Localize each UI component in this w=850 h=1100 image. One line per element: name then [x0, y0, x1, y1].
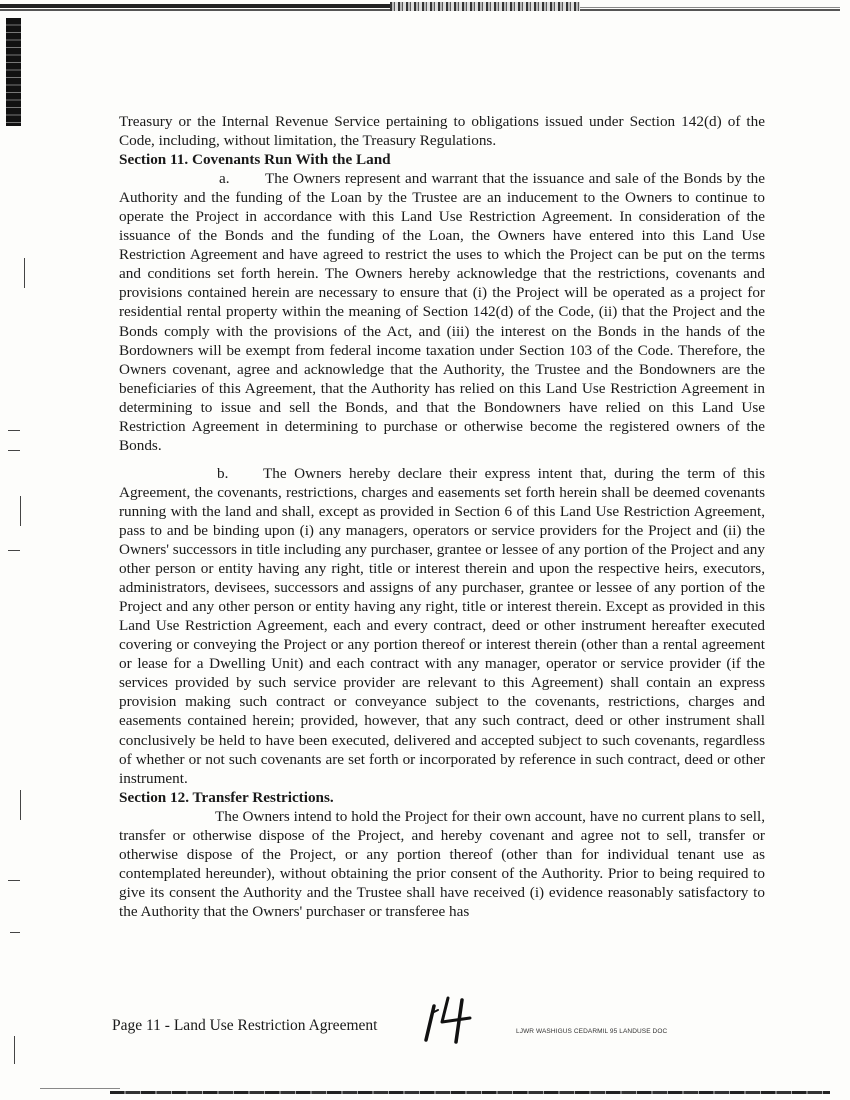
scan-artifact-left	[6, 18, 21, 126]
section-12-heading: Section 12. Transfer Restrictions.	[119, 788, 334, 806]
scan-artifact-top	[0, 2, 850, 12]
scan-artifact-bottom	[0, 1087, 850, 1097]
margin-mark	[14, 1036, 15, 1064]
section-11-paragraph-a	[119, 169, 765, 455]
margin-mark	[8, 880, 20, 881]
margin-mark	[8, 450, 20, 451]
paragraph-a-label: a.	[219, 170, 230, 188]
paragraph-a-text: The Owners represent and warrant that the issuance and sale of the Bonds by the Authority and the funding of the Loan by the Trustee are an inducement to the Owners to continue to operate the Project in accordance with this Land Use Restriction Agreement. In consideration of the issuance of the Bonds and the funding of the Loan, the Owners have entered into this Land Use Restriction Agreement and have agreed to restrict the uses to which the Project can be put on the terms and conditions set forth herein. The Owners hereby acknowledge that the restrictions, covenants and provisions contained herein are necessary to ensure that (i) the Project will be operated as a project for residential rental property within the meaning of Section 142(d) of the Code, (ii) that the Project and the Bonds comply with the provisions of the Act, and (iii) the interest on the Bonds in the hands of the Bordowners will be exempt from federal income taxation under Section 103 of the Code. Therefore, the Owners covenant, agree and acknowledge that the Authority, the Trustee and the Bondowners are the beneficiaries of this Agreement, that the Authority has relied on this Land Use Restriction Agreement in determining to issue and sell the Bonds, and that the Bondowners have relied on this Land Use Restriction Agreement in determining to purchase or otherwise become the registered owners of the Bonds.	[119, 170, 765, 454]
margin-mark	[8, 550, 20, 551]
document-body	[119, 112, 765, 921]
margin-mark	[8, 430, 20, 431]
margin-mark	[24, 258, 25, 288]
document-path: LJWR WASHIGUS CEDARMIL 95 LANDUSE DOC	[516, 1028, 668, 1035]
margin-mark	[20, 790, 21, 820]
page-footer: Page 11 - Land Use Restriction Agreement	[112, 1017, 378, 1034]
section-11-paragraph-b	[119, 464, 765, 788]
intro-paragraph: Treasury or the Internal Revenue Service pertaining to obligations issued under Section 142(d) of the Code, including, without limitation, the Treasury Regulations.	[119, 113, 765, 150]
section-11-heading: Section 11. Covenants Run With the Land	[119, 151, 391, 169]
margin-mark	[10, 932, 20, 933]
paragraph-b-label: b.	[217, 464, 229, 482]
margin-mark	[20, 496, 21, 526]
handwritten-page-number	[420, 990, 500, 1045]
section-12-paragraph: The Owners intend to hold the Project for their own account, have no current plans to sell, transfer or otherwise dispose of the Project, and hereby covenant and agree not to sell, transfer or otherwise dispose of the Project, or any portion thereof (other than for individual tenant use as contemplated hereunder), without obtaining the prior consent of the Authority. Prior to being required to give its consent the Authority and the Trustee shall have received (i) evidence reasonably satisfactory to the Authority that the Owners' purchaser or transferee has	[119, 807, 765, 920]
paragraph-b-text: The Owners hereby declare their express intent that, during the term of this Agreement, the covenants, restrictions, charges and easements set forth herein shall be deemed covenants running with the land and shall, except as provided in Section 6 of this Land Use Restriction Agreement, pass to and be binding upon (i) any managers, operators or service providers for the Project and (ii) the Owners' successors in title including any purchaser, grantee or lessee of any portion of the Project and any other person or entity having any right, title or interest therein and upon the respective heirs, executors, administrators, devisees, successors and assigns of any purchaser, grantee or lessee of any portion of the Project and any other person or entity having any right, title or interest therein. Except as provided in this Land Use Restriction Agreement, each and every contract, deed or other instrument hereafter executed covering or conveying the Project or any portion thereof or interest therein (other than a rental agreement or lease for a Dwelling Unit) and each contract with any manager, operator or service provider (if the services provided by such service provider are relevant to this Agreement) shall contain an express provision making such contract or conveyance subject to the covenants, restrictions, charges and easements contained herein; provided, however, that any such contract, deed or other instrument shall conclusively be held to have been executed, delivered and accepted subject to such covenants, regardless of whether or not such covenants are set forth or incorporated by reference in such contract, deed or other instrument.	[119, 464, 765, 787]
